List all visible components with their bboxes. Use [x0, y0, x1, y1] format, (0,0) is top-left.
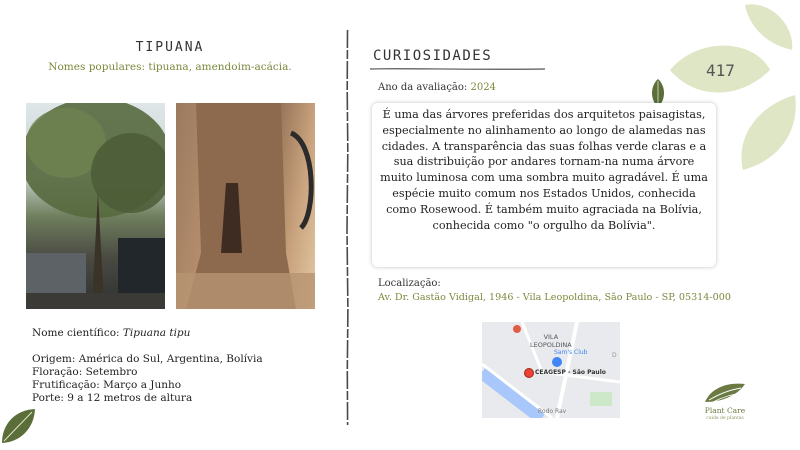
location-map[interactable]: [482, 322, 620, 418]
map-edge-letter: D: [612, 352, 617, 359]
map-pin-icon: [524, 368, 534, 378]
curiosities-title: CURIOSIDADES: [373, 48, 493, 64]
leaf-shape: [742, 95, 796, 170]
location-address: Av. Dr. Gastão Vidigal, 1946 - Vila Leopoldina, São Paulo - SP, 05314-000: [378, 292, 731, 303]
trunk-photo: [176, 103, 315, 309]
map-pin-label: CEAGESP - São Paulo: [535, 369, 606, 376]
plant-care-logo-icon: [703, 380, 747, 404]
tree-photo: [26, 103, 165, 309]
leaf-shape: [745, 4, 792, 50]
origin-text: Origem: América do Sul, Argentina, Bolívia: [32, 353, 263, 365]
location-label: Localização:: [378, 278, 441, 289]
brand-tagline: cuide de plantas: [706, 416, 744, 421]
fruiting-text: Frutificação: Março a Junho: [32, 379, 182, 391]
popular-names: Nomes populares: tipuana, amendoim-acácia.: [48, 61, 292, 73]
evaluation-year: Ano da avaliação: 2024: [378, 82, 496, 93]
title-underline: [370, 67, 545, 71]
column-divider: [346, 30, 349, 425]
map-district-label: VILA LEOPOLDINA: [530, 333, 572, 349]
page-number: 417: [706, 61, 735, 80]
leaf-icon: [0, 405, 38, 445]
plant-title: TIPUANA: [135, 40, 205, 55]
curiosities-text: É uma das árvores preferidas dos arquitetos paisagistas, especialmente no alinhamento ao longo de alamedas nas cidades. A transparência das suas folhas verde claras e a sua distribuição por andares tornam-na numa árvore muito luminosa com uma sombra muito agradável. É uma espécie muito comum nos Estados Unidos, conhecida como Rosewood. É também muito agraciada na Bolívia, conhecida como "o orgulho da Bolívia".: [380, 108, 708, 232]
map-road-label: Rodo Rav: [538, 408, 567, 415]
brand-name: Plant Care: [704, 406, 746, 415]
size-text: Porte: 9 a 12 metros de altura: [32, 392, 193, 404]
flowering-text: Floração: Setembro: [32, 366, 138, 378]
map-store-label: Sam's Club: [554, 349, 588, 356]
scientific-name: Nome científico: Tipuana tipu: [32, 327, 191, 339]
curiosities-card: [372, 103, 716, 267]
